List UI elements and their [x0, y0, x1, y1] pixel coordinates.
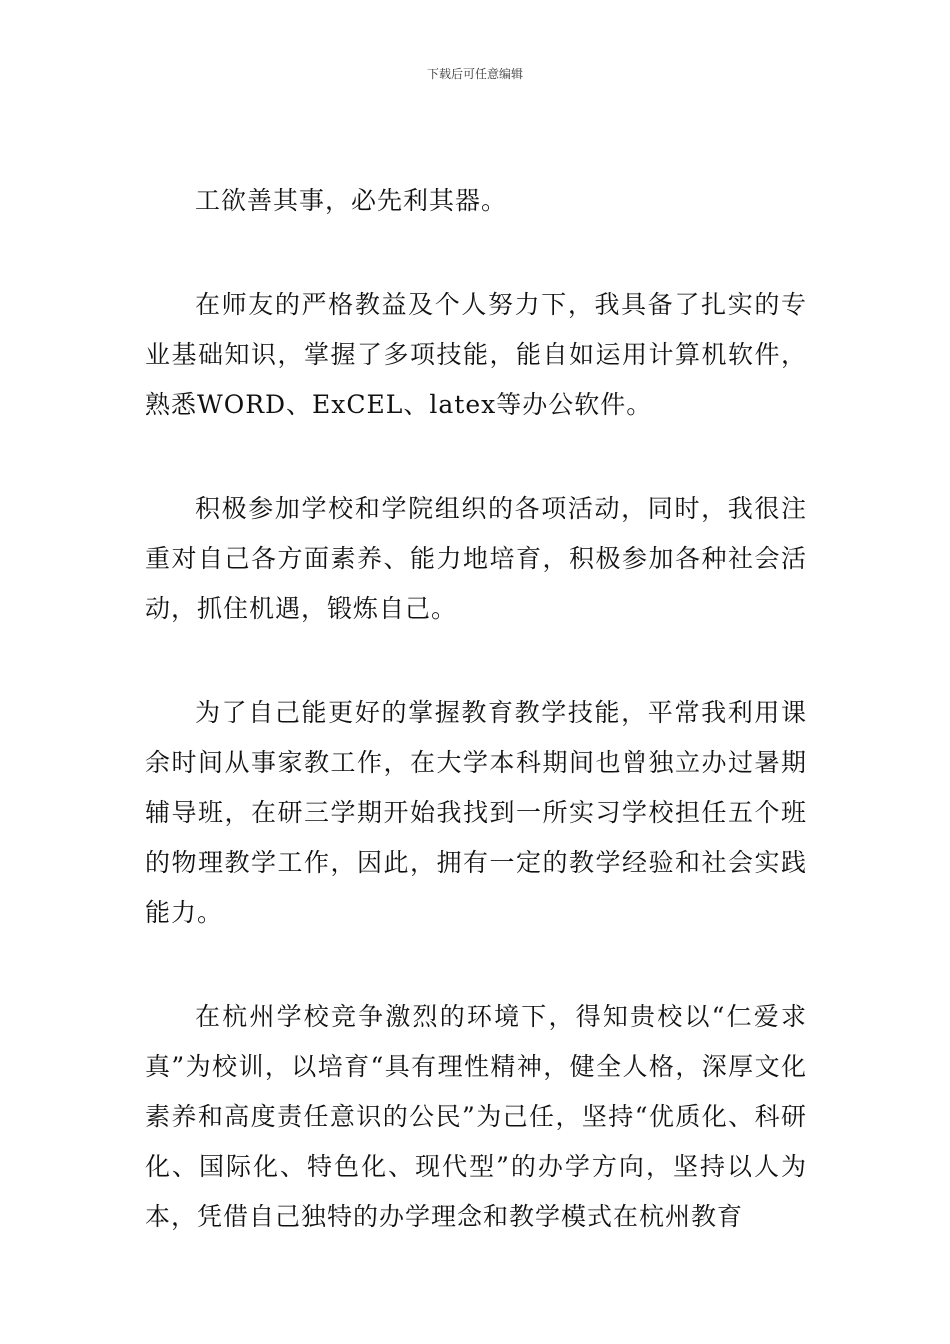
document-body — [145, 176, 807, 1242]
paragraph-1: 工欲善其事，必先利其器。 — [195, 186, 508, 215]
page-header: 下载后可任意编辑 — [426, 67, 523, 81]
paragraph-5: 在杭州学校竞争激烈的环境下，得知贵校以“仁爱求真”为校训，以培育“具有理性精神，健全人格，深厚文化素养和高度责任意识的公民”为己任，坚持“优质化、科研化、国际化、特色化、现代型”的办学方向，坚持以人为本，凭借自己独特的办学理念和教学模式在杭州教育 — [145, 1002, 807, 1231]
paragraph-2: 在师友的严格教益及个人努力下，我具备了扎实的专业基础知识，掌握了多项技能，能自如运用计算机软件，熟悉WORD、ExCEL、latex等办公软件。 — [145, 290, 807, 419]
paragraph-3: 积极参加学校和学院组织的各项活动，同时，我很注重对自己各方面素养、能力地培育，积极参加各种社会活动，抓住机遇，锻炼自己。 — [145, 494, 807, 623]
paragraph-4: 为了自己能更好的掌握教育教学技能，平常我利用课余时间从事家教工作，在大学本科期间也曾独立办过暑期辅导班，在研三学期开始我找到一所实习学校担任五个班的物理教学工作，因此，拥有一定的教学经验和社会实践能力。 — [145, 698, 807, 927]
